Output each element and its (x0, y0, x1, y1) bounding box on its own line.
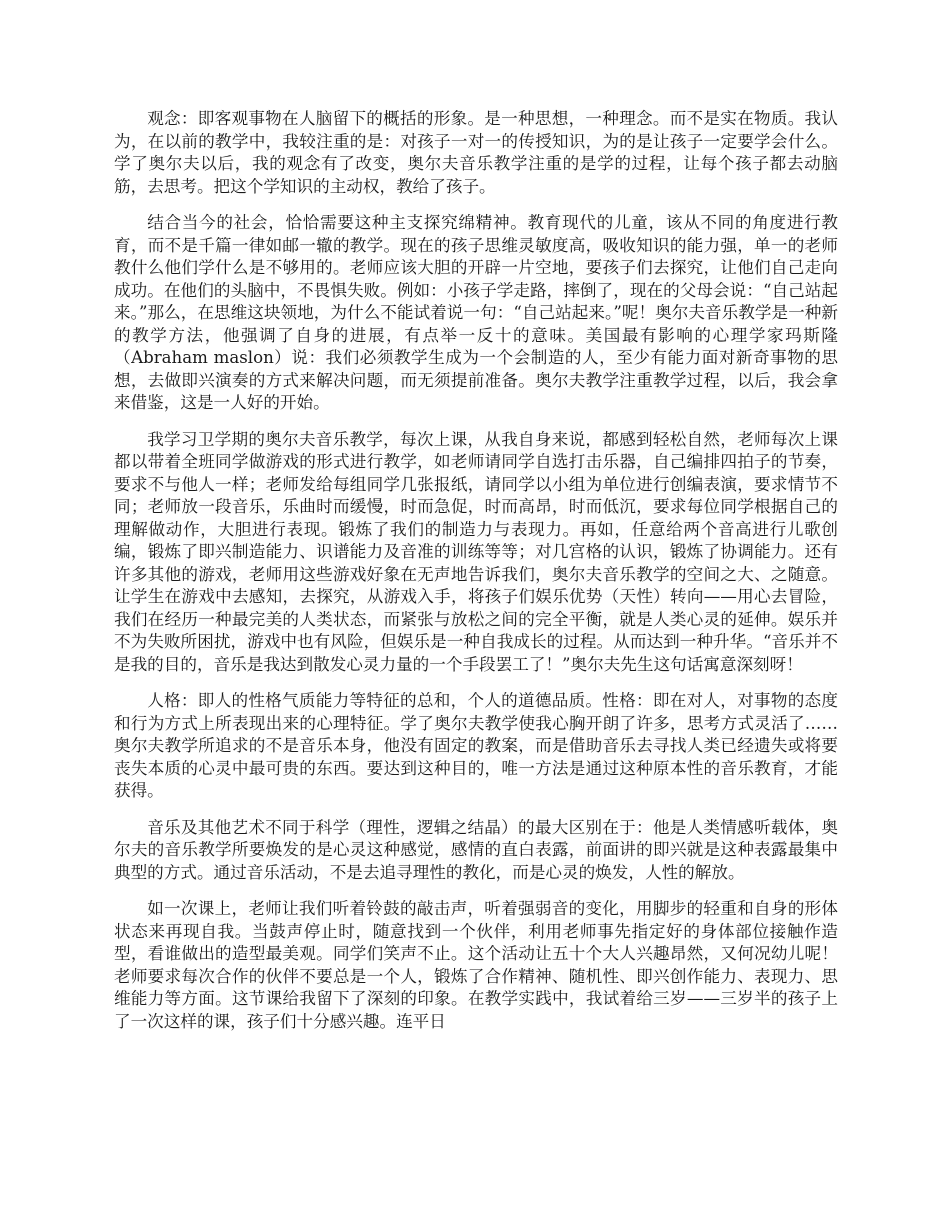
paragraph-class-example: 如一次课上，老师让我们听着铃鼓的敲击声，听着强弱音的变化，用脚步的轻重和自身的形体状态来再现自我。当鼓声停止时，随意找到一个伙伴，利用老师事先指定好的身体部位接触作造型，看谁做出的造型最美观。同学们笑声不止。这个活动让五十个大人兴趣昂然，又何况幼儿呢！老师要求每次合作的伙伴不要总是一个人，锻炼了合作精神、随机性、即兴创作能力、表现力、思维能力等方面。这节课给我留下了深刻的印象。在教学实践中，我试着给三岁——三岁半的孩子上了一次这样的课，孩子们十分感兴趣。连平日 (114, 899, 838, 1031)
paragraph-learning-experience: 我学习卫学期的奥尔夫音乐教学，每次上课，从我自身来说，都感到轻松自然，老师每次上课都以带着全班同学做游戏的形式进行教学，如老师请同学自选打击乐器，自己编排四拍子的节奏，要求不与他人一样；老师发给每组同学几张报纸，请同学以小组为单位进行创编表演，要求情节不同；老师放一段音乐，乐曲时而缓慢，时而急促，时而高昂，时而低沉，要求每位同学根据自己的理解做动作，大胆进行表现。锻炼了我们的制造力与表现力。再如，任意给两个音高进行儿歌创编，锻炼了即兴制造能力、识谱能力及音准的训练等等；对几宫格的认识，锻炼了协调能力。还有许多其他的游戏，老师用这些游戏好象在无声地告诉我们，奥尔夫音乐教学的空间之大、之随意。让学生在游戏中去感知，去探究，从游戏入手，将孩子们娱乐优势（天性）转向——用心去冒险，我们在经历一种最完美的人类状态，而紧张与放松之间的完全平衡，就是人类心灵的延伸。娱乐并不为失败所困扰，游戏中也有风险，但娱乐是一种自我成长的过程。从而达到一种升华。“音乐并不是我的目的，音乐是我达到散发心灵力量的一个手段罢工了！”奥尔夫先生这句话寓意深刻呀！ (114, 429, 838, 674)
paragraph-music-vs-science: 音乐及其他艺术不同于科学（理性，逻辑之结晶）的最大区别在于：他是人类情感听载体，奥尔夫的音乐教学所要焕发的是心灵这种感觉，感情的直白表露，前面讲的即兴就是这种表露最集中典型的方式。通过音乐活动，不是去追寻理性的教化，而是心灵的焕发，人性的解放。 (114, 817, 838, 882)
paragraph-society: 结合当今的社会，恰恰需要这种主支探究绵精神。教育现代的儿童，该从不同的角度进行教育，而不是千篇一律如邮一辙的教学。现在的孩子思维灵敏度高，吸收知识的能力强，单一的老师教什么他们学什么是不够用的。老师应该大胆的开辟一片空地，要孩子们去探究，让他们自己走向成功。在他们的头脑中，不畏惧失败。例如：小孩子学走路，摔倒了，现在的父母会说：“自己站起来。”那么，在思维这块领地，为什么不能试着说一句：“自己站起来。”呢！奥尔夫音乐教学是一种新的教学方法，他强调了自身的进展，有点举一反十的意味。美国最有影响的心理学家玛斯隆（Abraham maslon）说：我们必须教学生成为一个会制造的人，至少有能力面对新奇事物的思想，去做即兴演奏的方式来解决问题，而无须提前准备。奥尔夫教学注重教学过程，以后，我会拿来借鉴，这是一人好的开始。 (114, 213, 838, 412)
paragraph-personality: 人格：即人的性格气质能力等特征的总和，个人的道德品质。性格：即在对人，对事物的态度和行为方式上所表现出来的心理特征。学了奥尔夫教学使我心胸开朗了许多，思考方式灵活了……奥尔夫教学所追求的不是音乐本身，他没有固定的教案，而是借助音乐去寻找人类已经遗失或将要丧失本质的心灵中最可贵的东西。要达到这种目的，唯一方法是通过这种原本性的音乐教育，才能获得。 (114, 691, 838, 800)
paragraph-concept: 观念：即客观事物在人脑留下的概括的形象。是一种思想，一种理念。而不是实在物质。我认为，在以前的教学中，我较注重的是：对孩子一对一的传授知识，为的是让孩子一定要学会什么。学了奥尔夫以后，我的观念有了改变，奥尔夫音乐教学注重的是学的过程，让每个孩子都去动脑筋，去思考。把这个学知识的主动权，教给了孩子。 (114, 109, 838, 196)
document-body (114, 108, 838, 1047)
